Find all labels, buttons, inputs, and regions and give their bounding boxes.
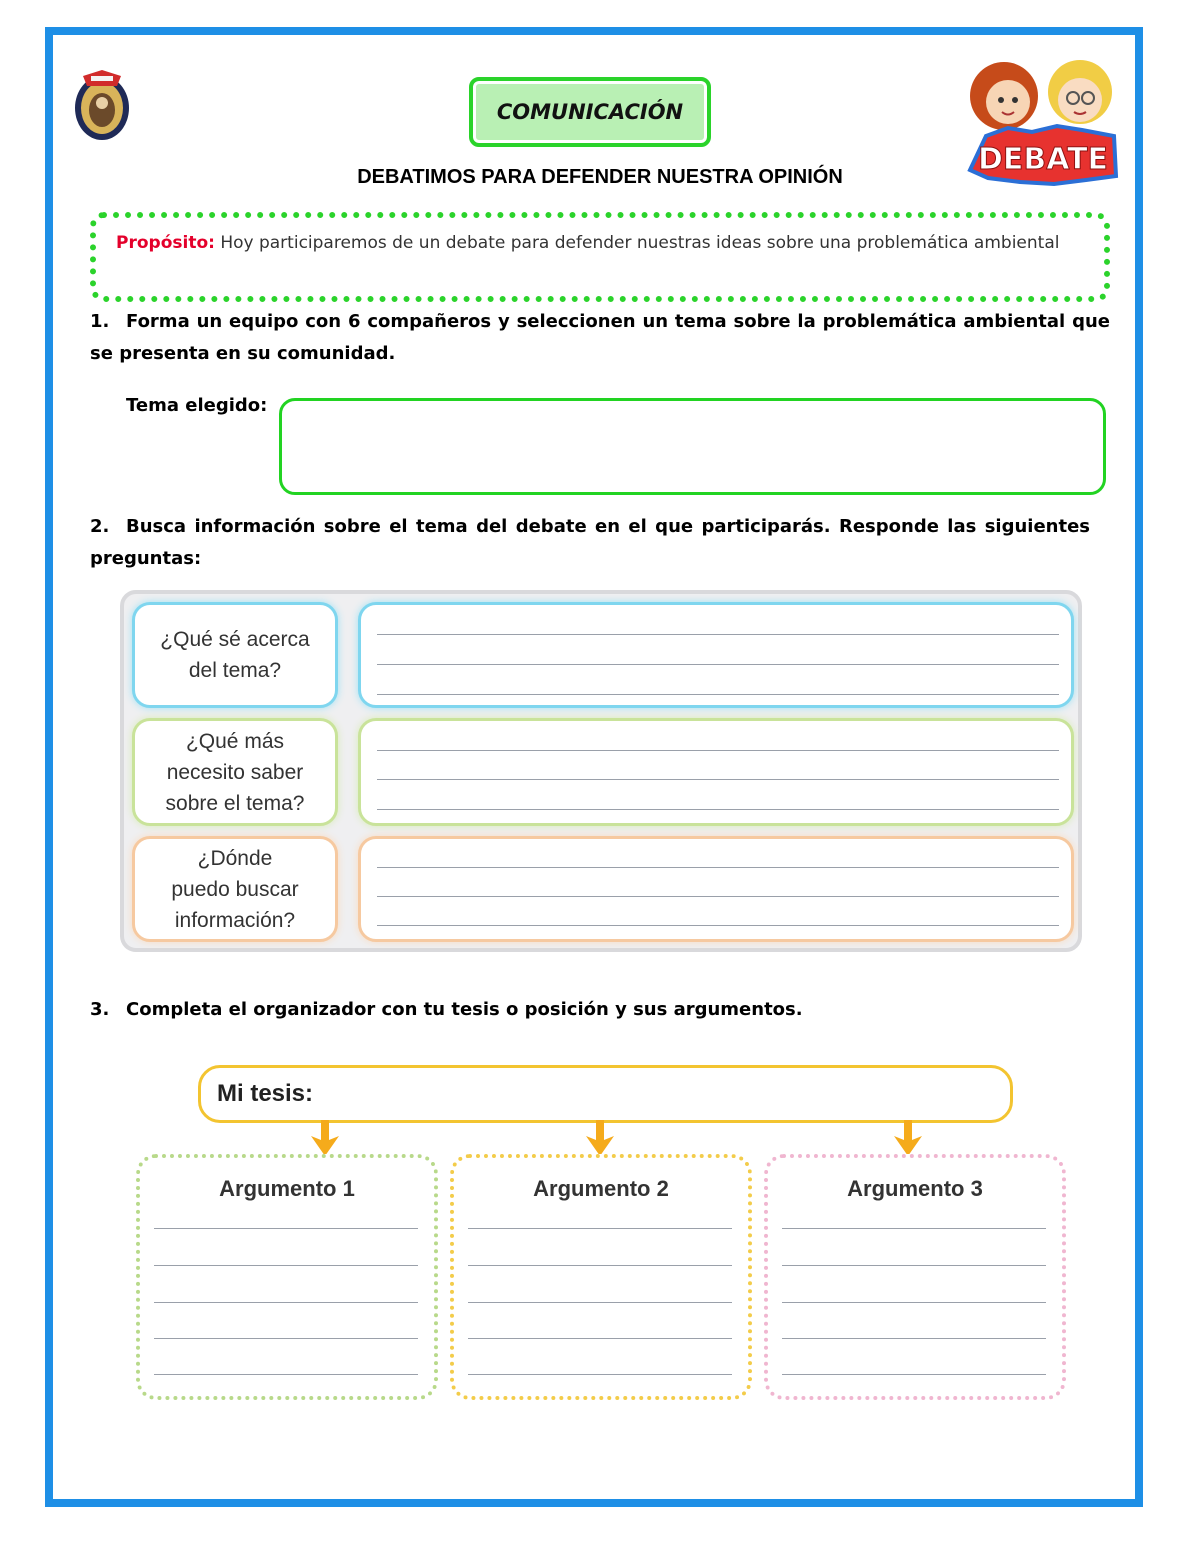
subject-badge: COMUNICACIÓN <box>469 77 711 147</box>
answer-line <box>377 664 1059 665</box>
research-question-line: del tema? <box>188 659 282 682</box>
answer-line <box>468 1374 732 1375</box>
answer-line <box>782 1338 1046 1339</box>
argument-box-2[interactable] <box>450 1154 752 1400</box>
answer-line <box>154 1338 418 1339</box>
answer-line <box>154 1302 418 1303</box>
school-logo <box>73 70 131 142</box>
research-answer-area[interactable] <box>358 718 1074 826</box>
research-question-line: puedo buscar <box>171 877 299 901</box>
answer-line <box>782 1265 1046 1266</box>
research-question-line: ¿Qué sé acerca <box>160 628 310 651</box>
question-number: 3. <box>90 999 110 1020</box>
answer-line <box>377 867 1059 868</box>
answer-line <box>468 1302 732 1303</box>
thesis-label: Mi tesis: <box>217 1080 314 1107</box>
page-title: DEBATIMOS PARA DEFENDER NUESTRA OPINIÓN <box>357 166 843 188</box>
thesis-box[interactable] <box>198 1065 1013 1123</box>
research-question-line: necesito saber <box>166 760 304 784</box>
tema-label: Tema elegido: <box>126 395 268 416</box>
arrow-down-icon <box>891 1120 925 1158</box>
answer-line <box>377 809 1059 810</box>
research-question <box>132 836 338 942</box>
answer-line <box>377 694 1059 695</box>
debate-illustration <box>962 52 1124 192</box>
answer-line <box>468 1338 732 1339</box>
purpose-text: Hoy participaremos de un debate para defender nuestras ideas sobre una problemática ambiental <box>220 233 1060 253</box>
research-row <box>132 718 1074 826</box>
arrow-down-icon <box>583 1120 617 1158</box>
argument-box-1[interactable] <box>136 1154 438 1400</box>
purpose-label: Propósito: <box>116 233 215 253</box>
question-1 <box>90 306 1110 370</box>
question-number: 1. <box>90 311 110 332</box>
question-number: 2. <box>90 516 110 537</box>
answer-line <box>377 896 1059 897</box>
research-question-line: sobre el tema? <box>165 791 305 815</box>
answer-line <box>782 1374 1046 1375</box>
answer-line <box>377 634 1059 635</box>
question-2 <box>90 511 1090 575</box>
research-question <box>132 602 338 708</box>
tema-input-box[interactable] <box>279 398 1106 495</box>
question-text: Completa el organizador con tu tesis o posición y sus argumentos. <box>126 999 803 1020</box>
research-question <box>132 718 338 826</box>
research-question-line: información? <box>174 908 296 932</box>
research-answer-area[interactable] <box>358 602 1074 708</box>
research-question-line: ¿Qué más <box>185 729 284 753</box>
argument-title: Argumento 3 <box>847 1176 983 1201</box>
answer-line <box>154 1374 418 1375</box>
answer-line <box>468 1228 732 1229</box>
debate-badge-text: DEBATE <box>977 142 1109 177</box>
answer-line <box>468 1265 732 1266</box>
answer-line <box>377 779 1059 780</box>
answer-line <box>782 1302 1046 1303</box>
arrow-down-icon <box>308 1120 342 1158</box>
question-text: Forma un equipo con 6 compañeros y seleccionen un tema sobre la problemática ambiental que se presenta en su comunidad. <box>90 311 1110 364</box>
argument-title: Argumento 2 <box>533 1176 669 1201</box>
question-3 <box>90 994 1090 1026</box>
research-answer-area[interactable] <box>358 836 1074 942</box>
purpose-box <box>90 212 1110 302</box>
answer-line <box>377 750 1059 751</box>
research-row <box>132 602 1074 708</box>
research-organizer <box>120 590 1082 952</box>
argument-box-3[interactable] <box>764 1154 1066 1400</box>
answer-line <box>154 1265 418 1266</box>
argument-title: Argumento 1 <box>219 1176 355 1201</box>
answer-line <box>154 1228 418 1229</box>
answer-line <box>377 925 1059 926</box>
question-text: Busca información sobre el tema del debate en el que participarás. Responde las siguientes preguntas: <box>90 516 1090 569</box>
answer-line <box>782 1228 1046 1229</box>
research-question-line: ¿Dónde <box>197 846 273 870</box>
research-row <box>132 836 1074 942</box>
